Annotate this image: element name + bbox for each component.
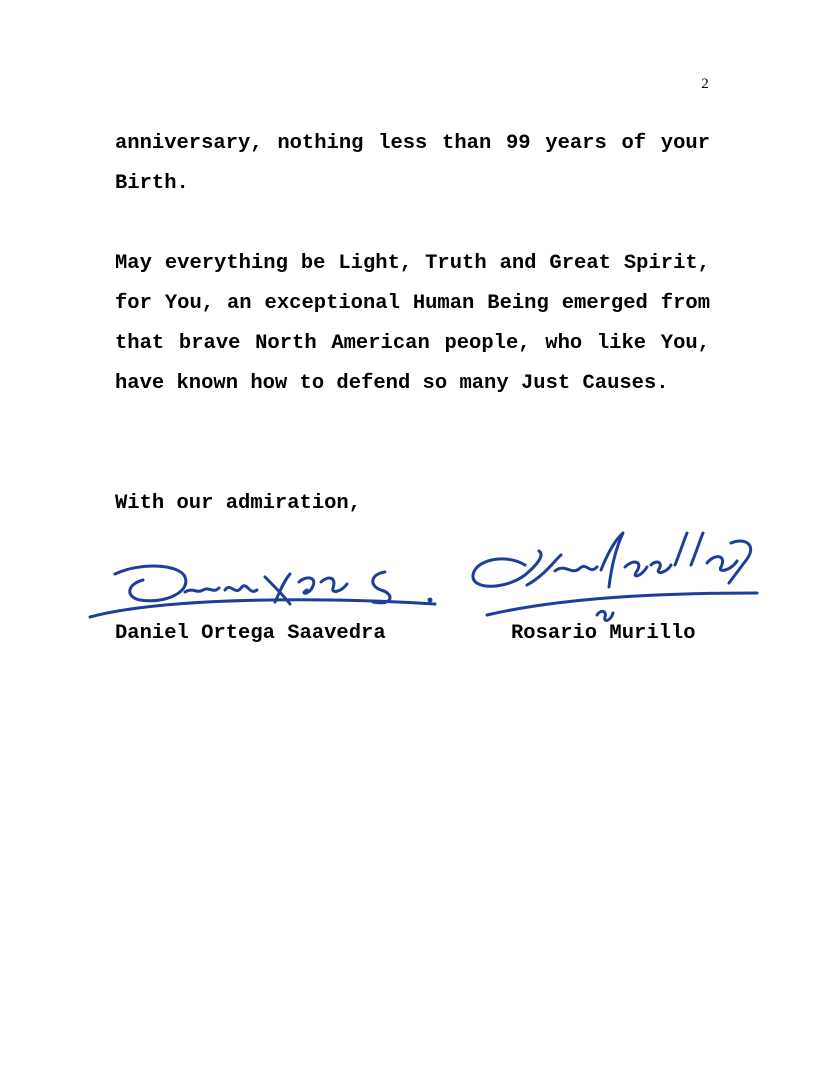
closing-line: With our admiration, (115, 492, 362, 515)
body-paragraph: anniversary, nothing less than 99 years of your Birth. (115, 132, 710, 195)
page-number: 2 (701, 76, 709, 92)
signatory-name: Daniel Ortega Saavedra (115, 622, 386, 645)
body-paragraph: May everything be Light, Truth and Great Spirit, for You, an exceptional Human Being emerged from that brave North American people, who like You, have known how to defend so many Just Causes. (115, 252, 710, 395)
signature-rosario-murillo (465, 515, 765, 625)
signatory-name: Rosario Murillo (511, 622, 696, 645)
